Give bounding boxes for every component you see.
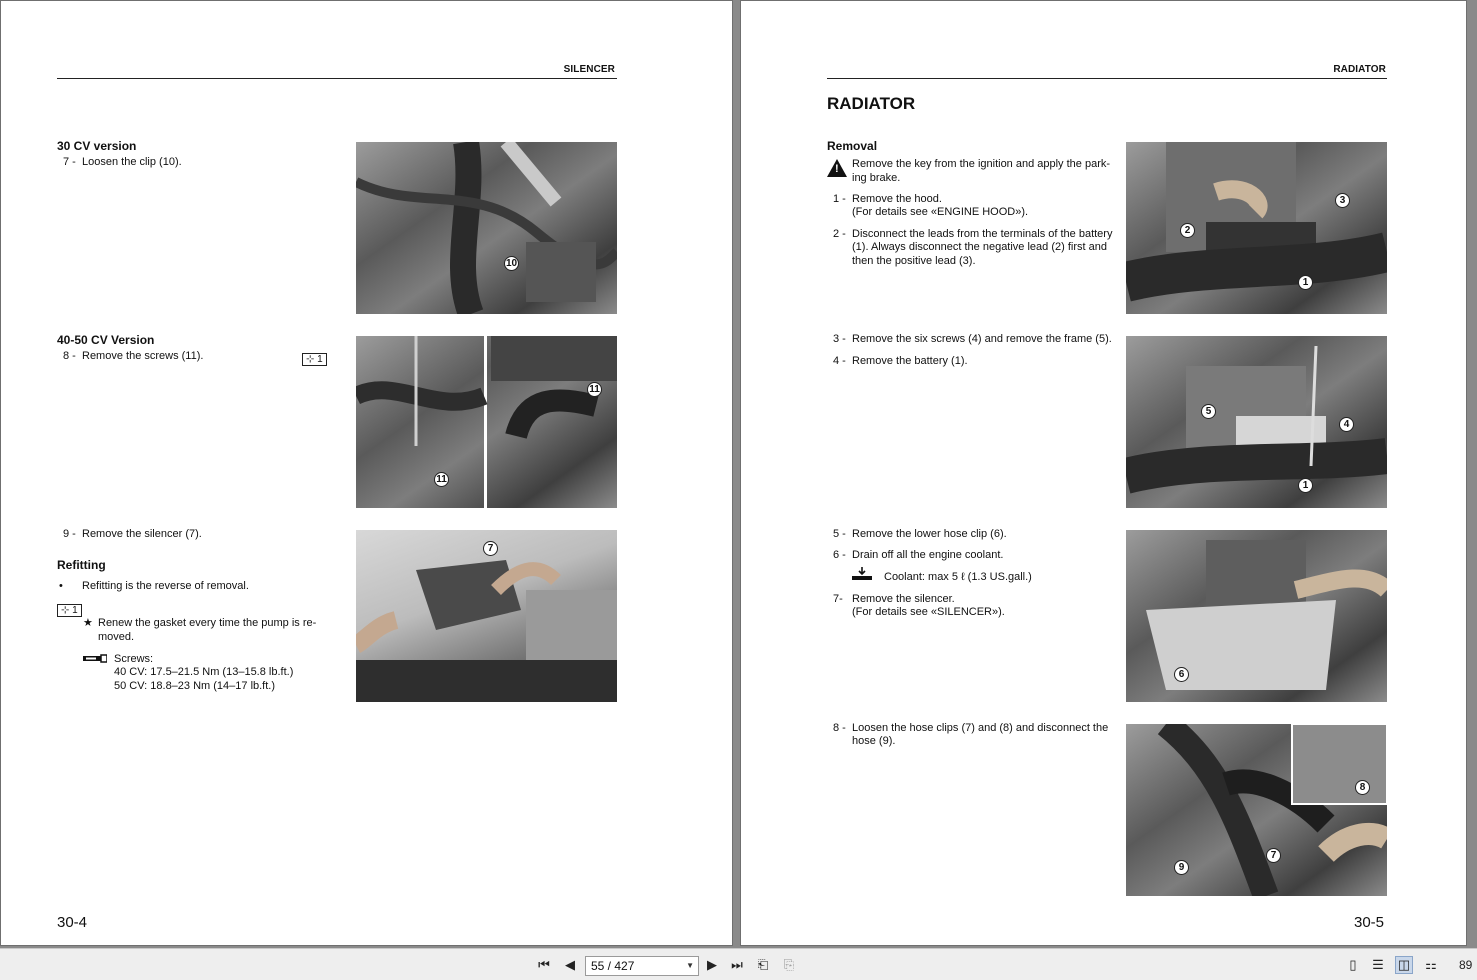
hose-photo <box>1126 724 1387 896</box>
photo-shapes <box>1126 724 1387 896</box>
step-number: 6 - <box>833 549 846 561</box>
running-head: SILENCER <box>563 64 615 75</box>
screws-label: Screws: <box>114 653 154 665</box>
callout: 9 <box>1174 860 1189 875</box>
note-line: moved. <box>98 631 135 643</box>
pdf-page-left <box>0 0 733 946</box>
silencer-photo <box>356 530 617 702</box>
section-title: 30 CV version <box>57 139 137 153</box>
next-page-icon[interactable]: ▶ <box>707 957 717 972</box>
callout: 7 <box>483 541 498 556</box>
callout: 1 <box>1298 478 1313 493</box>
last-page-icon[interactable]: ⏭ <box>731 957 743 972</box>
running-head: RADIATOR <box>1333 64 1386 75</box>
engine-photo <box>356 142 617 314</box>
warning-icon: ! <box>827 159 847 177</box>
page-folio: 30-5 <box>1354 914 1385 931</box>
photo-shapes <box>1126 530 1387 702</box>
step-text: Remove the lower hose clip (6). <box>852 528 1007 540</box>
page-title: RADIATOR <box>827 94 916 113</box>
subsection-title: Refitting <box>57 558 106 572</box>
step-text: Remove the battery (1). <box>852 355 968 367</box>
header-rule <box>827 78 1387 79</box>
page-folio: 30-4 <box>57 914 88 931</box>
radiator-photo <box>1126 530 1387 702</box>
step-text: Remove the screws (11). <box>82 350 204 362</box>
header-rule <box>57 78 617 79</box>
callout: 11 <box>434 472 449 487</box>
photo-shapes <box>356 530 617 702</box>
photo-shapes <box>356 336 617 508</box>
battery-photo <box>1126 142 1387 314</box>
chevron-down-icon[interactable]: ▼ <box>686 961 694 970</box>
torque-reference-tag: ⊹ 1 <box>302 353 327 366</box>
warning-line: ing brake. <box>852 172 901 184</box>
callout: 5 <box>1201 404 1216 419</box>
step-number: 2 - <box>833 228 846 240</box>
pdf-page-right <box>740 0 1467 946</box>
wrench-icon <box>83 654 107 663</box>
previous-page-icon[interactable]: ◀ <box>565 957 575 972</box>
step-number: 4 - <box>833 355 846 367</box>
step-text: Drain off all the engine coolant. <box>852 549 1004 561</box>
section-title: 40-50 CV Version <box>57 333 155 347</box>
continuous-view-icon[interactable]: ☰ <box>1372 957 1384 972</box>
step-text: (For details see «SILENCER»). <box>852 606 1005 618</box>
callout: 2 <box>1180 223 1195 238</box>
step-number: 5 - <box>833 528 846 540</box>
step-number: 7- <box>833 593 843 605</box>
callout: 10 <box>505 258 518 269</box>
continuous-facing-view-icon[interactable]: ⚏ <box>1425 957 1437 972</box>
back-view-icon[interactable]: ⎗ <box>757 957 769 972</box>
step-number: 8 - <box>63 350 76 362</box>
step-number: 8 - <box>833 722 846 734</box>
step-number: 3 - <box>833 333 846 345</box>
callout: 8 <box>1355 780 1370 795</box>
callout: 4 <box>1339 417 1354 432</box>
page-number-value: 55 / 427 <box>591 959 635 973</box>
callout: 7 <box>1266 848 1281 863</box>
subsection-title: Removal <box>827 139 878 153</box>
drain-icon <box>852 567 872 581</box>
first-page-icon[interactable]: ⏮ <box>538 957 550 972</box>
step-text: then the positive lead (3). <box>852 255 976 267</box>
facing-pages-view-icon[interactable]: ◫ <box>1397 957 1411 972</box>
navigation-toolbar <box>0 948 1477 980</box>
step-number: 1 - <box>833 193 846 205</box>
page-number-field[interactable] <box>585 956 699 976</box>
step-text: hose (9). <box>852 735 896 747</box>
torque-spec: 40 CV: 17.5–21.5 Nm (13–15.8 lb.ft.) <box>114 666 294 678</box>
step-text: Loosen the clip (10). <box>82 156 182 168</box>
engine-photo <box>356 336 617 508</box>
step-text: (For details see «ENGINE HOOD»). <box>852 206 1029 218</box>
battery-frame-photo <box>1126 336 1387 508</box>
bullet: • <box>59 580 63 592</box>
step-text: (1). Always disconnect the negative lead (2) first and <box>852 241 1107 253</box>
torque-spec: 50 CV: 18.8–23 Nm (14–17 lb.ft.) <box>114 680 276 692</box>
torque-reference-tag: ⊹ 1 <box>57 604 82 617</box>
photo-shapes <box>356 142 617 314</box>
bullet-text: Refitting is the reverse of removal. <box>82 580 249 592</box>
star-bullet: ★ <box>83 617 93 629</box>
step-number: 7 - <box>63 156 76 168</box>
step-text: Disconnect the leads from the terminals of the battery <box>852 228 1113 240</box>
forward-view-icon[interactable]: ⎘ <box>783 957 795 972</box>
step-text: Loosen the hose clips (7) and (8) and disconnect the <box>852 722 1109 734</box>
step-text: Remove the hood. <box>852 193 942 205</box>
step-text: Remove the silencer. <box>852 593 955 605</box>
note-line: Renew the gasket every time the pump is re- <box>98 617 317 629</box>
zoom-level[interactable]: 89 <box>1459 958 1473 972</box>
photo-shapes <box>1126 142 1387 314</box>
warning-line: Remove the key from the ignition and apply the park- <box>852 158 1111 170</box>
step-text: Remove the six screws (4) and remove the frame (5). <box>852 333 1112 345</box>
step-text: Remove the silencer (7). <box>82 528 202 540</box>
callout: 11 <box>587 382 602 397</box>
callout: 3 <box>1335 193 1350 208</box>
coolant-spec: Coolant: max 5 ℓ (1.3 US.gall.) <box>884 571 1032 583</box>
callout: 6 <box>1174 667 1189 682</box>
step-number: 9 - <box>63 528 76 540</box>
single-page-view-icon[interactable]: ▯ <box>1349 957 1357 972</box>
callout: 1 <box>1298 275 1313 290</box>
